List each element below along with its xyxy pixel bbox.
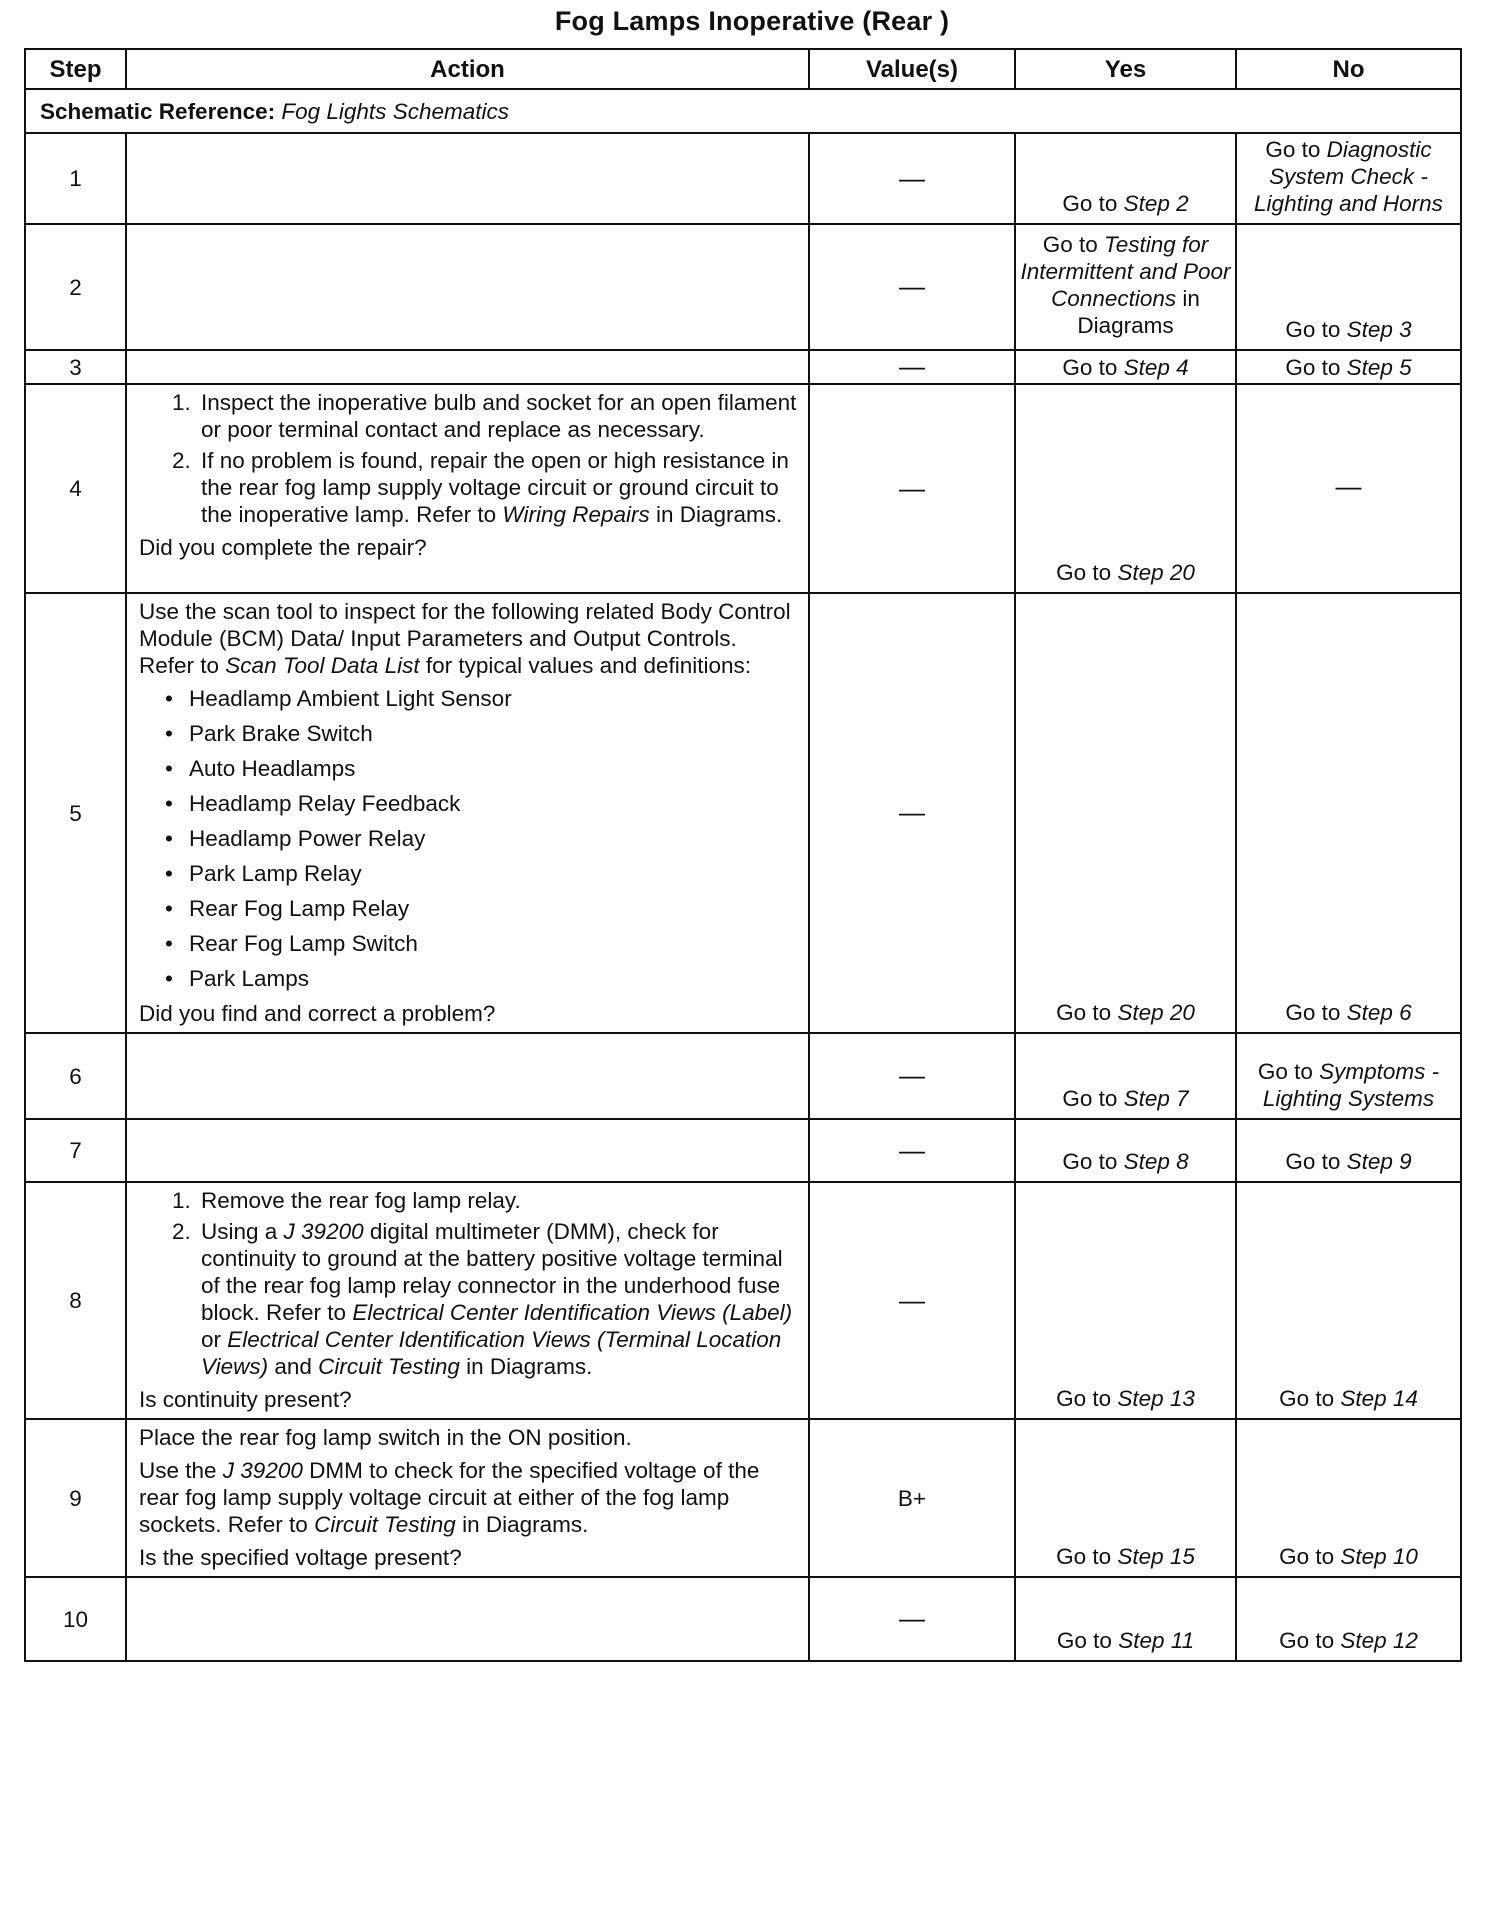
step-row-2 [25, 224, 1461, 350]
yes-cell: Go to Step 4 [1015, 350, 1236, 384]
step-row-1 [25, 133, 1461, 224]
list-item: • Headlamp Ambient Light Sensor [185, 685, 798, 712]
value-dash: — [899, 1284, 925, 1315]
yes-cell: Go to Step 8 [1015, 1119, 1236, 1182]
step-action [126, 1119, 809, 1182]
step-number: 3 [25, 350, 126, 384]
italic-reference: Step 7 [1123, 1086, 1189, 1111]
yes-cell: Go to Step 20 [1015, 384, 1236, 593]
step-question: Did you find and correct a problem? [139, 1001, 496, 1026]
value-dash: — [899, 472, 925, 503]
italic-reference: Step 20 [1117, 1000, 1195, 1025]
step-action [126, 350, 809, 384]
list-item: • Headlamp Power Relay [185, 825, 798, 852]
page-title: Fog Lamps Inoperative (Rear ) [554, 6, 950, 36]
step-value [809, 1033, 1015, 1119]
no-cell: Go to Step 14 [1236, 1182, 1461, 1419]
italic-reference: J 39200 [222, 1458, 303, 1483]
italic-reference: Step 11 [1118, 1628, 1195, 1653]
italic-reference: Wiring Repairs [502, 502, 650, 527]
step-row-6 [25, 1033, 1461, 1119]
step-row-4 [25, 384, 1461, 593]
italic-reference: Symptoms - Lighting Systems [1262, 1059, 1440, 1111]
numbered-list [139, 389, 798, 528]
step-number: 8 [25, 1182, 126, 1419]
header-row [25, 49, 1461, 89]
step-row-10 [25, 1577, 1461, 1661]
italic-reference: Step 15 [1117, 1544, 1195, 1569]
header-values: Value(s) [809, 49, 1015, 89]
italic-reference: Electrical Center Identification Views (Terminal Location Views) [201, 1327, 782, 1379]
list-item: • Headlamp Relay Feedback [185, 790, 798, 817]
list-item: 1. Remove the rear fog lamp relay. [197, 1187, 798, 1214]
step-action [126, 224, 809, 350]
schematic-reference-row [25, 89, 1461, 133]
italic-reference: Circuit Testing [318, 1354, 460, 1379]
step-value [809, 593, 1015, 1033]
italic-reference: Testing for Intermittent and Poor Connections [1020, 232, 1231, 311]
yes-cell: Go to Step 13 [1015, 1182, 1236, 1419]
step-value [809, 384, 1015, 593]
italic-reference: Step 3 [1346, 317, 1412, 342]
step-row-5 [25, 593, 1461, 1033]
list-item: • Auto Headlamps [185, 755, 798, 782]
list-item: 2. If no problem is found, repair the open or high resistance in the rear fog lamp supply voltage circuit or ground circuit to the inoperative lamp. Refer to Wiring Repairs in Diagrams. [197, 447, 798, 528]
italic-reference: Step 5 [1346, 354, 1412, 380]
header-yes: Yes [1015, 49, 1236, 89]
step-row-9 [25, 1419, 1461, 1577]
step-number: 6 [25, 1033, 126, 1119]
step-action [126, 384, 809, 593]
step-number: 5 [25, 593, 126, 1033]
step-row-7 [25, 1119, 1461, 1182]
yes-cell: Go to Step 2 [1015, 133, 1236, 224]
list-item: • Park Lamps [185, 965, 798, 992]
header-step: Step [25, 49, 126, 89]
value-dash: — [899, 162, 925, 193]
list-item: 1. Inspect the inoperative bulb and socket for an open filament or poor terminal contact and replace as necessary. [197, 389, 798, 443]
step-question: Did you complete the repair? [139, 535, 427, 560]
italic-reference: Step 12 [1340, 1628, 1418, 1653]
step-value [809, 133, 1015, 224]
value-dash: — [899, 1603, 925, 1633]
value-dash: — [899, 271, 925, 301]
yes-cell: Go to Step 7 [1015, 1033, 1236, 1119]
step-action [126, 1182, 809, 1419]
value-dash: — [899, 351, 925, 381]
step-row-8 [25, 1182, 1461, 1419]
italic-reference: Electrical Center Identification Views (Label) [352, 1300, 793, 1325]
step-action: Use the scan tool to inspect for the following related Body Control Module (BCM) Data/ Input Parameters and Output Controls. Refer to Scan Tool Data List for typical values and definitions: • Headlamp Ambient Light Sensor • Park Brake Switch • Auto Headlamps • Headlamp Relay Feedback • Headlamp Power Relay • Park Lamp Relay • Rear Fog Lamp Relay • Rear Fog Lamp Switch • Park Lamps Did you find and correct a problem? [126, 593, 809, 1033]
list-item: • Park Brake Switch [185, 720, 798, 747]
italic-reference: Step 14 [1340, 1386, 1418, 1411]
yes-cell: Go to Step 15 [1015, 1419, 1236, 1577]
step-value [809, 1119, 1015, 1182]
step-value [809, 1577, 1015, 1661]
step-number: 4 [25, 384, 126, 593]
header-action: Action [126, 49, 809, 89]
italic-reference: Step 8 [1123, 1149, 1189, 1174]
no-dash: — [1335, 470, 1362, 501]
italic-reference: Step 4 [1123, 354, 1189, 380]
step-question: Is continuity present? [139, 1387, 352, 1412]
no-cell: Go to Step 6 [1236, 593, 1461, 1033]
numbered-list [139, 1187, 798, 1380]
schematic-reference-value: Fog Lights Schematics [281, 98, 509, 124]
step-row-3 [25, 350, 1461, 384]
value-dash: — [899, 1060, 925, 1090]
no-cell: Go to Symptoms - Lighting Systems [1236, 1033, 1461, 1119]
italic-reference: Step 20 [1117, 560, 1195, 585]
schematic-reference-label: Schematic Reference: [40, 98, 276, 124]
italic-reference: Circuit Testing [314, 1512, 456, 1537]
list-item: • Park Lamp Relay [185, 860, 798, 887]
yes-cell: Go to Testing for Intermittent and Poor Connections in Diagrams [1015, 224, 1236, 350]
no-cell: Go to Step 3 [1236, 224, 1461, 350]
no-cell: Go to Step 5 [1236, 350, 1461, 384]
italic-reference: Step 10 [1340, 1544, 1418, 1569]
step-action [126, 133, 809, 224]
no-cell: Go to Step 12 [1236, 1577, 1461, 1661]
header-no: No [1236, 49, 1461, 89]
step-number: 7 [25, 1119, 126, 1182]
step-value: B+ [809, 1419, 1015, 1577]
italic-reference: J 39200 [283, 1219, 364, 1244]
diagnostic-table [24, 48, 1462, 1662]
no-cell: Go to Step 10 [1236, 1419, 1461, 1577]
step-number: 9 [25, 1419, 126, 1577]
italic-reference: Step 9 [1346, 1149, 1412, 1174]
step-action: Place the rear fog lamp switch in the ON position. Use the J 39200 DMM to check for the specified voltage of the rear fog lamp supply voltage circuit at either of the fog lamp sockets. Refer to Circuit Testing in Diagrams. Is the specified voltage present? [126, 1419, 809, 1577]
no-cell: Go to Step 9 [1236, 1119, 1461, 1182]
step-value [809, 350, 1015, 384]
list-item: • Rear Fog Lamp Relay [185, 895, 798, 922]
step-action [126, 1577, 809, 1661]
step-value [809, 1182, 1015, 1419]
parameter-list [139, 685, 798, 992]
step-number: 2 [25, 224, 126, 350]
step-number: 1 [25, 133, 126, 224]
schematic-reference [25, 89, 1461, 133]
list-item: 2. Using a J 39200 digital multimeter (DMM), check for continuity to ground at the battery positive voltage terminal of the rear fog lamp relay connector in the underhood fuse block. Refer to Electrical Center Identification Views (Label) or Electrical Center Identification Views (Terminal Location Views) and Circuit Testing in Diagrams. [197, 1218, 798, 1380]
value-dash: — [899, 797, 925, 827]
list-item: • Rear Fog Lamp Switch [185, 930, 798, 957]
no-cell [1236, 384, 1461, 593]
yes-cell: Go to Step 11 [1015, 1577, 1236, 1661]
step-value [809, 224, 1015, 350]
italic-reference: Scan Tool Data List [225, 653, 420, 678]
italic-reference: Step 6 [1346, 1000, 1412, 1025]
italic-reference: Step 2 [1123, 191, 1189, 216]
italic-reference: Step 13 [1117, 1386, 1195, 1411]
no-cell: Go to Diagnostic System Check - Lighting and Horns [1236, 133, 1461, 224]
yes-cell: Go to Step 20 [1015, 593, 1236, 1033]
value-dash: — [899, 1134, 925, 1165]
italic-reference: Diagnostic System Check - Lighting and Horns [1254, 137, 1443, 216]
step-number: 10 [25, 1577, 126, 1661]
step-action [126, 1033, 809, 1119]
